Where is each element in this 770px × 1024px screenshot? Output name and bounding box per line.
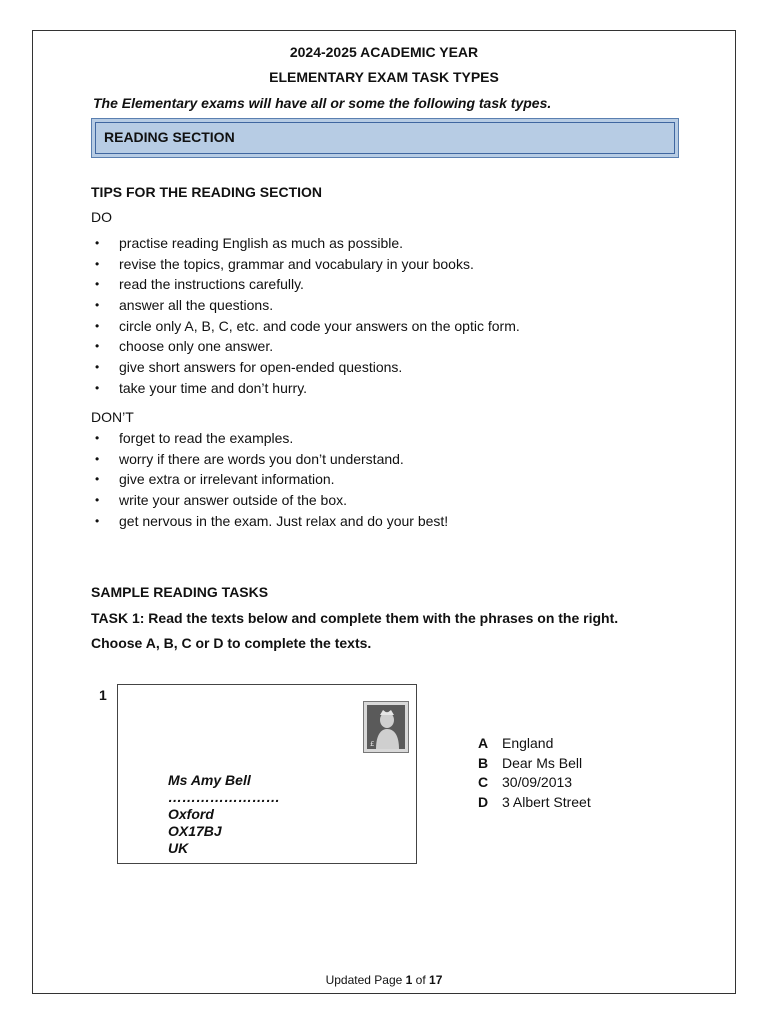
postage-stamp-icon [363, 701, 409, 753]
list-item: • read the instructions carefully. [91, 274, 520, 295]
option-c: C 30/09/2013 [478, 774, 573, 790]
address-city: Oxford [168, 806, 214, 822]
task-instruction-2: Choose A, B, C or D to complete the texts. [91, 635, 372, 651]
address-postcode: OX17BJ [168, 823, 222, 839]
address-country: UK [168, 840, 189, 856]
envelope-figure [117, 684, 417, 864]
address-blank: …………………… [168, 789, 280, 805]
list-item: • forget to read the examples. [91, 428, 448, 449]
question-number: 1 [99, 687, 107, 703]
option-b: B Dear Ms Bell [478, 754, 583, 771]
answer-options [478, 734, 591, 812]
document-title: ELEMENTARY EXAM TASK TYPES [269, 69, 499, 85]
page-footer: Updated Page 1 of 17 [325, 973, 443, 987]
list-item: • revise the topics, grammar and vocabulary in your books. [91, 254, 520, 275]
list-item: • circle only A, B, C, etc. and code your answers on the optic form. [91, 316, 520, 337]
dont-label: DON’T [91, 409, 134, 425]
list-item: • answer all the questions. [91, 295, 520, 316]
intro-text: The Elementary exams will have all or some the following task types. [93, 95, 552, 111]
option-d: D 3 Albert Street [478, 793, 591, 810]
reading-section-banner [91, 118, 679, 158]
section-label: READING SECTION [104, 129, 235, 145]
academic-year-heading: 2024-2025 ACADEMIC YEAR [289, 44, 479, 60]
list-item: • take your time and don’t hurry. [91, 378, 520, 399]
svg-text:£: £ [370, 740, 375, 748]
list-item: • practise reading English as much as possible. [91, 233, 520, 254]
list-item: • worry if there are words you don’t understand. [91, 449, 448, 470]
list-item: • give short answers for open-ended questions. [91, 357, 520, 378]
list-item: • give extra or irrelevant information. [91, 469, 448, 490]
address-name: Ms Amy Bell [168, 772, 251, 788]
task-instruction-1: TASK 1: Read the texts below and complete them with the phrases on the right. [91, 610, 619, 626]
document-page [32, 30, 736, 994]
do-list [91, 233, 520, 399]
option-a: A England [478, 735, 554, 751]
sample-tasks-heading: SAMPLE READING TASKS [91, 584, 269, 600]
list-item: • get nervous in the exam. Just relax and do your best! [91, 511, 448, 532]
list-item: • write your answer outside of the box. [91, 490, 448, 511]
do-label: DO [91, 209, 112, 225]
tips-heading: TIPS FOR THE READING SECTION [91, 184, 323, 200]
dont-list [91, 428, 448, 531]
list-item: • choose only one answer. [91, 336, 520, 357]
